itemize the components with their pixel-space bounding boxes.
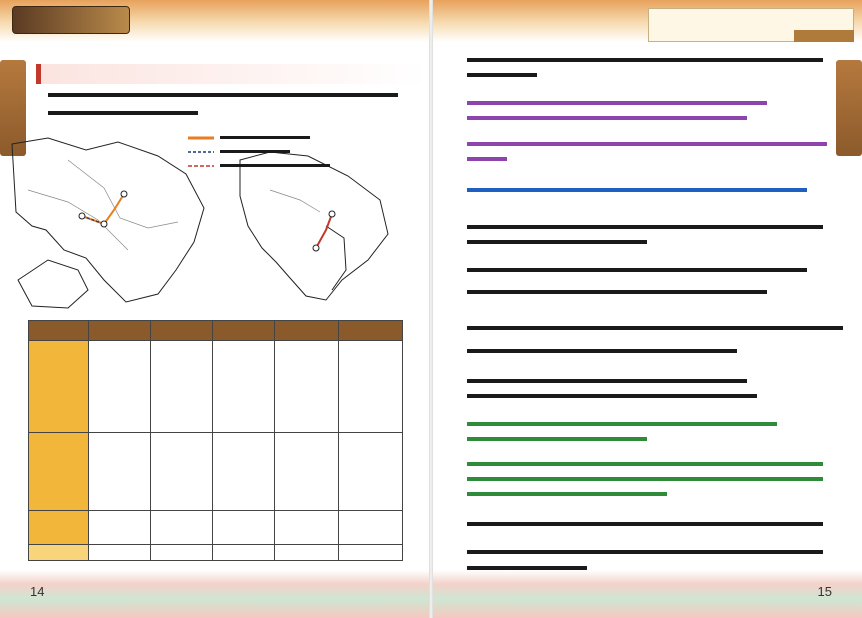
table-cell [89,341,151,433]
table-row [29,433,403,511]
highlight-text-line-green [467,477,823,481]
table-header-cell [275,321,339,341]
table-cell [89,545,151,561]
highlight-text-line-blue [467,188,807,192]
table-cell [151,341,213,433]
table-cell [151,545,213,561]
railway-plan-maps [8,130,428,310]
table-cell [275,545,339,561]
body-text-line [467,379,747,383]
table-cell [339,341,403,433]
table-cell [339,545,403,561]
body-text-line [467,326,843,330]
table-cell [213,511,275,545]
table-header-row [29,321,403,341]
kansai-map [12,138,204,308]
kanto-map [240,152,388,300]
body-text-line [467,290,767,294]
highlight-text-line-green [467,422,777,426]
highlight-text-line-green [467,492,667,496]
station-dot-edo [329,211,335,217]
table-cell [151,433,213,511]
table-row [29,511,403,545]
section-heading-bar [36,64,426,84]
table-cell [89,511,151,545]
body-text-line [467,522,823,526]
table-row [29,545,403,561]
table-cell [29,545,89,561]
chapter-side-tab [836,60,862,156]
highlight-text-line-purple [467,142,827,146]
legend-text [220,136,310,139]
station-dot-kobe [79,213,85,219]
table-header-cell [151,321,213,341]
table-row [29,341,403,433]
legend-text [220,150,290,153]
footer-band [0,570,431,618]
table-cell [213,433,275,511]
page-number: 15 [817,584,832,599]
legend-text [220,164,330,167]
highlight-text-line-green [467,462,823,466]
table-cell [213,545,275,561]
chapter-label-box [794,30,854,42]
highlight-text-line-purple [467,157,507,161]
highlight-text-line-green [467,437,647,441]
table-header-cell [339,321,403,341]
table-header-cell [29,321,89,341]
station-dot-osaka [101,221,107,227]
station-dot-kyoto [121,191,127,197]
map-figure [8,130,428,310]
series-logo [12,6,130,34]
intro-text-line [48,111,198,115]
body-text-line [467,268,807,272]
station-dot-yokohama [313,245,319,251]
right-page [431,0,862,618]
table-header-cell [213,321,275,341]
table-header-cell [89,321,151,341]
body-text-line [467,550,823,554]
table-cell [29,341,89,433]
page-number: 14 [30,584,45,599]
table-cell [275,341,339,433]
intro-text-line [48,93,398,97]
body-text-line [467,73,537,77]
table-cell [213,341,275,433]
body-text-line [467,58,823,62]
table-cell [339,511,403,545]
table-cell [151,511,213,545]
route-kobe-osaka-kyoto [82,194,124,224]
railway-plans-table [28,320,403,561]
body-text-line [467,225,823,229]
body-text-line [467,349,737,353]
highlight-text-line-purple [467,101,767,105]
body-text-line [467,394,757,398]
book-spine [429,0,433,618]
table-cell [275,511,339,545]
route-edo-yokohama [316,214,332,248]
table-cell [29,511,89,545]
highlight-text-line-purple [467,116,747,120]
table-cell [275,433,339,511]
table-cell [89,433,151,511]
footer-band [431,570,862,618]
body-text-line [467,240,647,244]
table-cell [339,433,403,511]
table-cell [29,433,89,511]
